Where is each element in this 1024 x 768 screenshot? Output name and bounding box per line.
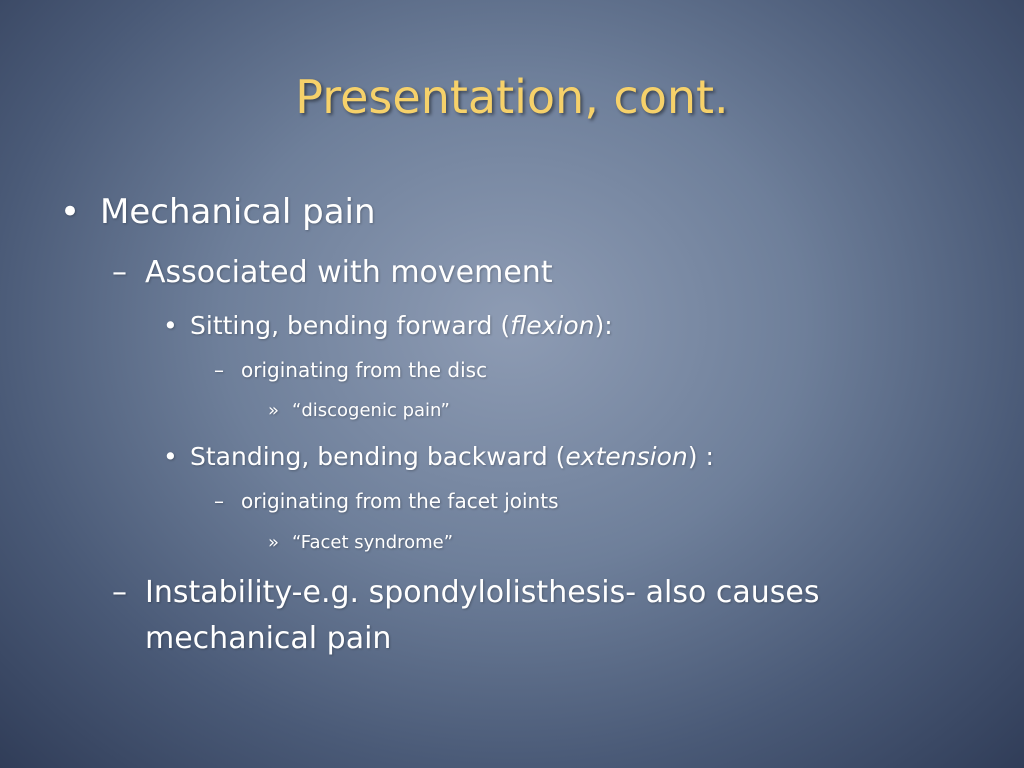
bullet-text: Associated with movement bbox=[145, 255, 553, 290]
text-before: Standing, bending backward ( bbox=[190, 442, 566, 471]
dash-marker: – bbox=[112, 575, 127, 610]
text-before: Sitting, bending forward ( bbox=[190, 311, 511, 340]
chevron-marker: » bbox=[268, 532, 280, 553]
bullet-text bbox=[190, 309, 613, 343]
bullet-marker: • bbox=[163, 442, 178, 471]
bullet-marker: • bbox=[60, 192, 81, 232]
chevron-marker: » bbox=[268, 400, 280, 421]
bullet-text-line-1: Instability-e.g. spondylolisthesis- also causes bbox=[145, 575, 820, 610]
text-after: ) : bbox=[687, 442, 714, 471]
bullet-text-line-2: mechanical pain bbox=[145, 621, 392, 656]
bullet-text: “Facet syndrome” bbox=[292, 532, 454, 553]
dash-marker: – bbox=[214, 489, 224, 513]
bullet-text: “discogenic pain” bbox=[292, 400, 450, 421]
dash-marker: – bbox=[214, 358, 224, 382]
text-after: ): bbox=[594, 311, 613, 340]
bullet-text bbox=[190, 440, 714, 474]
bullet-text: originating from the disc bbox=[241, 358, 488, 382]
bullet-text: Mechanical pain bbox=[100, 192, 376, 232]
bullet-text: originating from the facet joints bbox=[241, 489, 559, 513]
dash-marker: – bbox=[112, 255, 127, 290]
slide-title: Presentation, cont. bbox=[295, 70, 729, 124]
emphasis-extension: extension bbox=[565, 442, 688, 471]
bullet-marker: • bbox=[163, 311, 178, 340]
emphasis-flexion: flexion bbox=[510, 311, 595, 340]
